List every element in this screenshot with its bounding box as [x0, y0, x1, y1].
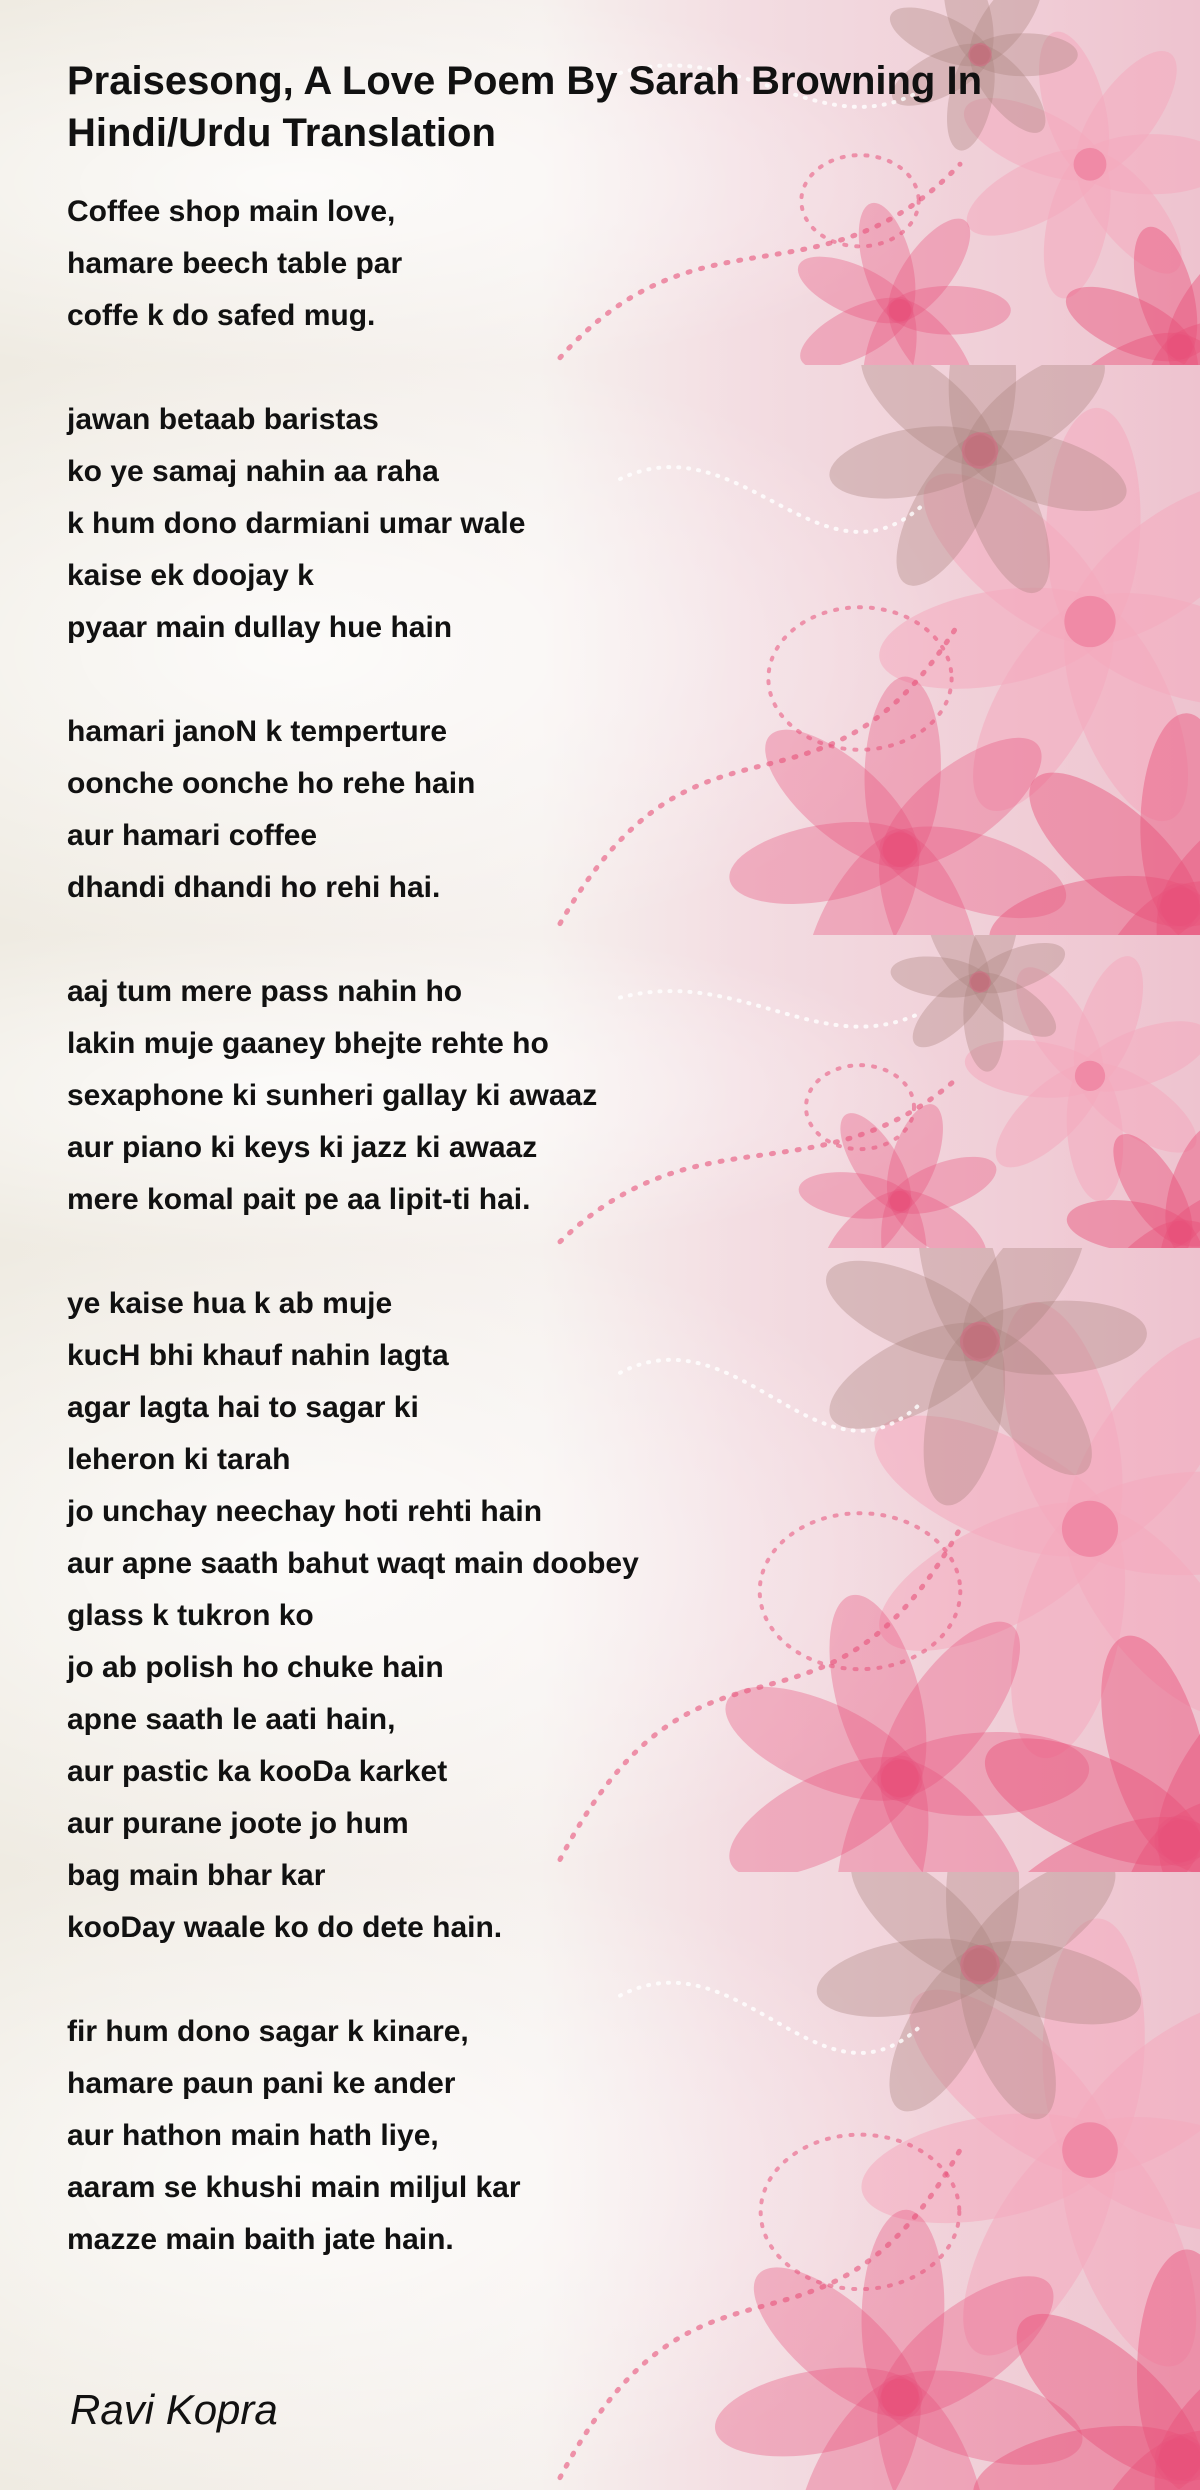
poem-line: agar lagta hai to sagar ki: [67, 1391, 419, 1424]
stanza: [67, 1278, 1067, 1954]
poem-line: coffe k do safed mug.: [67, 299, 376, 332]
poem-line: apne saath le aati hain,: [67, 1703, 396, 1736]
poem-line: fir hum dono sagar k kinare,: [67, 2015, 469, 2048]
poem-line: jawan betaab baristas: [67, 403, 379, 436]
poem-line: ko ye samaj nahin aa raha: [67, 455, 439, 488]
poem-line: aaj tum mere pass nahin ho: [67, 975, 463, 1008]
poem-line: ye kaise hua k ab muje: [67, 1287, 393, 1320]
poem-body: [67, 186, 1067, 2266]
poem-line: mere komal pait pe aa lipit-ti hai.: [67, 1183, 531, 1216]
poem-line: aur hamari coffee: [67, 819, 318, 852]
stanza: [67, 394, 1067, 654]
poem-line: aur apne saath bahut waqt main doobey: [67, 1547, 639, 1580]
stanza-gap: [67, 1954, 1067, 2006]
poem-line: aur hathon main hath liye,: [67, 2119, 439, 2152]
author-signature: Ravi Kopra: [70, 2386, 278, 2433]
stanza: [67, 966, 1067, 1226]
poem-line: sexaphone ki sunheri gallay ki awaaz: [67, 1079, 598, 1112]
poem-line: lakin muje gaaney bhejte rehte ho: [67, 1027, 549, 1060]
poem-line: leheron ki tarah: [67, 1443, 291, 1476]
stanza: [67, 186, 1067, 342]
poem-line: jo unchay neechay hoti rehti hain: [67, 1495, 543, 1528]
poem-line: aur pastic ka kooDa karket: [67, 1755, 448, 1788]
poem-line: hamari janoN k temperture: [67, 715, 448, 748]
poem-line: hamare paun pani ke ander: [67, 2067, 456, 2100]
poem-line: glass k tukron ko: [67, 1599, 314, 1632]
poem-line: Coffee shop main love,: [67, 195, 396, 228]
stanza-gap: [67, 1226, 1067, 1278]
poem-line: k hum dono darmiani umar wale: [67, 507, 526, 540]
poem-line: bag main bhar kar: [67, 1859, 326, 1892]
poem-line: dhandi dhandi ho rehi hai.: [67, 871, 441, 904]
poem-line: oonche oonche ho rehe hain: [67, 767, 476, 800]
poem-line: jo ab polish ho chuke hain: [67, 1651, 444, 1684]
poem-content: [67, 55, 1067, 2266]
stanza: [67, 2006, 1067, 2266]
poem-line: kaise ek doojay k: [67, 559, 314, 592]
poem-line: aur purane joote jo hum: [67, 1807, 409, 1840]
poem-line: pyaar main dullay hue hain: [67, 611, 453, 644]
stanza-gap: [67, 654, 1067, 706]
poem-line: aaram se khushi main miljul kar: [67, 2171, 521, 2204]
stanza: [67, 706, 1067, 914]
stanza-gap: [67, 914, 1067, 966]
stanza-gap: [67, 342, 1067, 394]
poem-line: kucH bhi khauf nahin lagta: [67, 1339, 449, 1372]
poem-line: mazze main baith jate hain.: [67, 2223, 454, 2256]
poem-title: Praisesong, A Love Poem By Sarah Browning In Hindi/Urdu Translation: [67, 59, 983, 155]
poem-line: hamare beech table par: [67, 247, 403, 280]
poem-line: kooDay waale ko do dete hain.: [67, 1911, 503, 1944]
poem-line: aur piano ki keys ki jazz ki awaaz: [67, 1131, 538, 1164]
